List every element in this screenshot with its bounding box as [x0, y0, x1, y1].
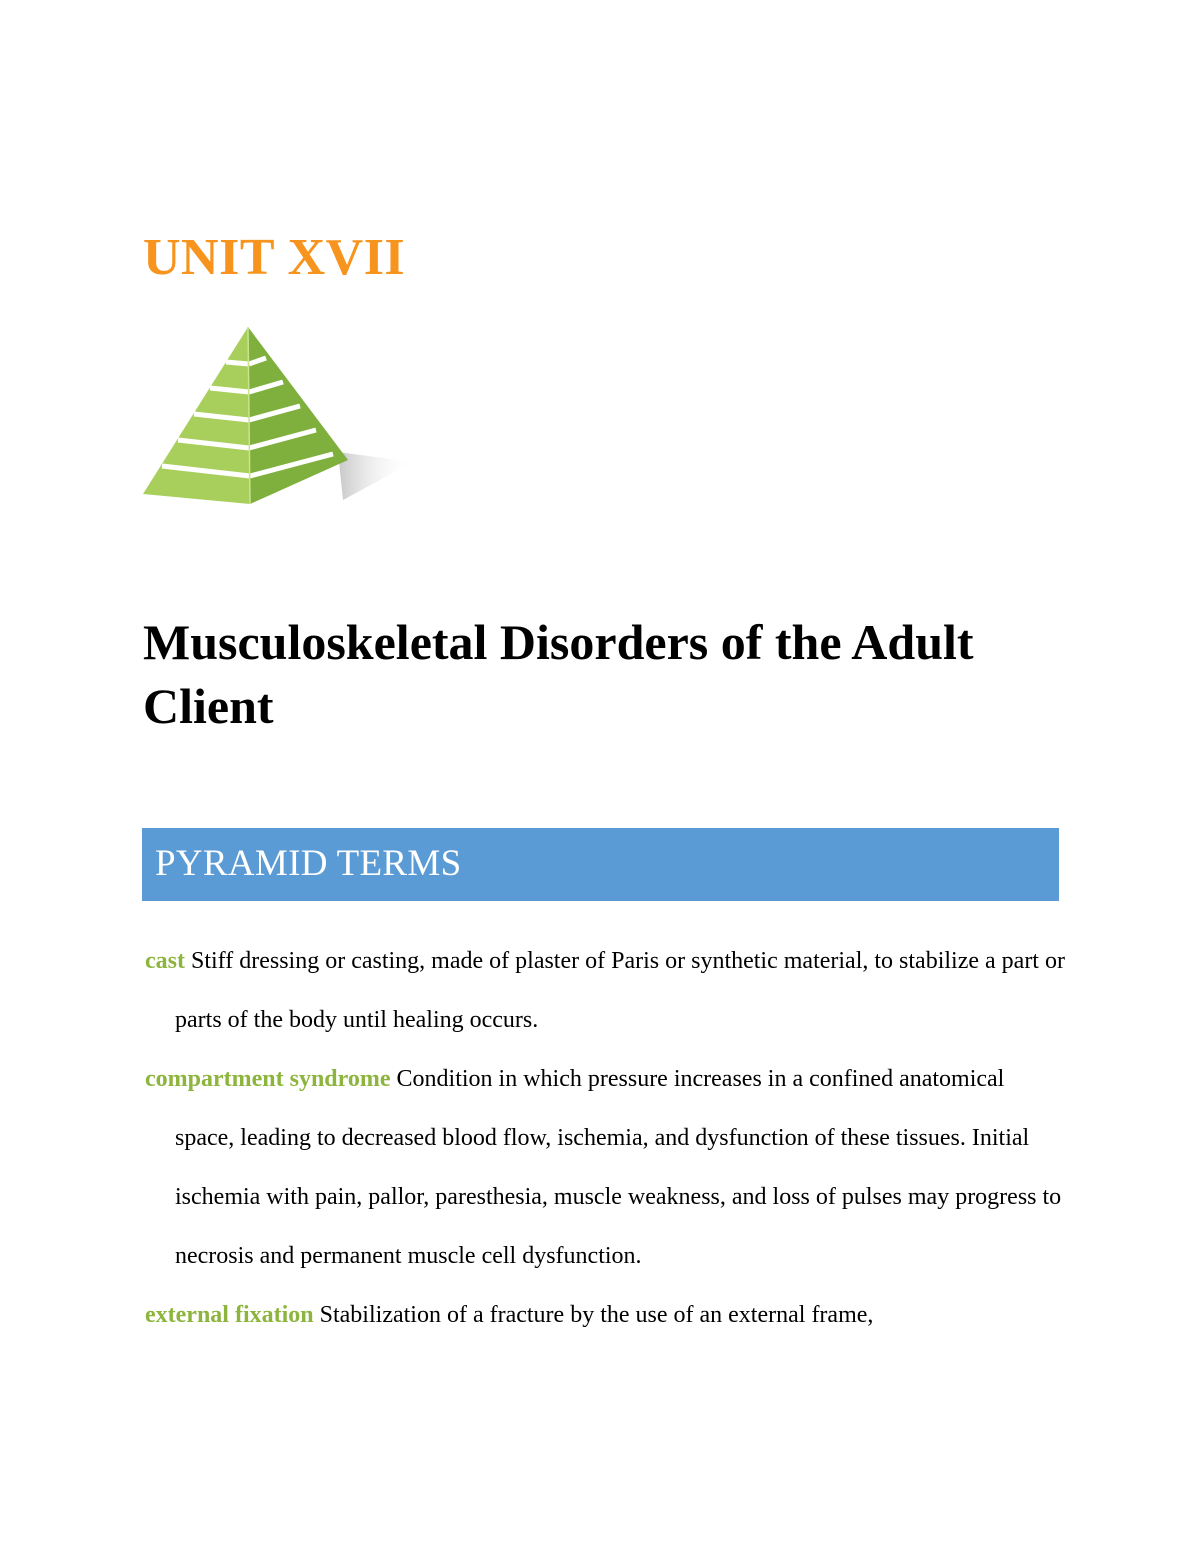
chapter-title: Musculoskeletal Disorders of the Adult Client: [143, 614, 974, 734]
section-heading: PYRAMID TERMS: [155, 843, 462, 884]
term-word: external fixation: [145, 1302, 314, 1328]
term-entry-cast: [145, 932, 1065, 1050]
unit-label: UNIT XVII: [143, 229, 406, 286]
term-entry-external-fixation: [145, 1286, 1065, 1345]
pyramid-terms-banner: [142, 828, 1059, 901]
term-definition: Condition in which pressure increases in a confined anatomical space, leading to decreased blood flow, ischemia, and dysfunction of these tissues. Initial ischemia with pain, pallor, paresthesia, muscle weakness, and loss of pulses may progress to necrosis and permanent muscle cell dysfunction.: [175, 1066, 1062, 1269]
term-word: compartment syndrome: [145, 1066, 391, 1092]
term-word: cast: [145, 948, 185, 974]
pyramid-icon: [138, 322, 413, 512]
terms-list: [145, 932, 1065, 1345]
term-entry-compartment-syndrome: [145, 1050, 1065, 1286]
term-definition: Stiff dressing or casting, made of plaster of Paris or synthetic material, to stabilize a part or parts of the body until healing occurs.: [175, 948, 1065, 1033]
term-definition: Stabilization of a fracture by the use of an external frame,: [319, 1302, 874, 1328]
